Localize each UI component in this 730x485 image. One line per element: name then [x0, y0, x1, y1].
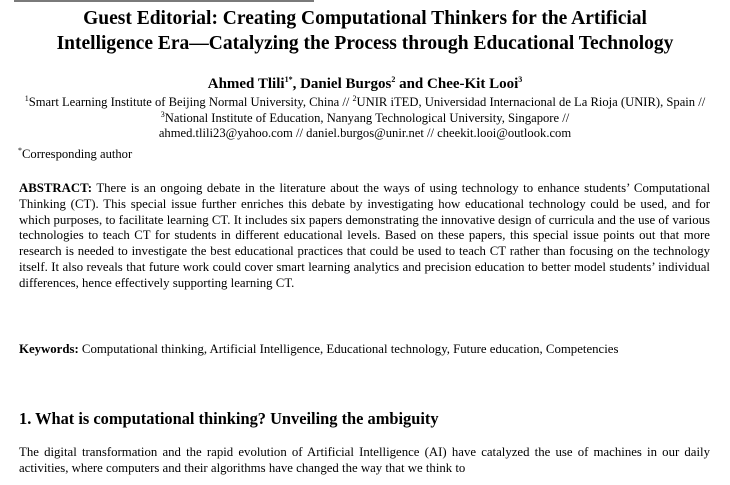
author-name: Daniel Burgos — [300, 76, 392, 92]
section-body-text: The digital transformation and the rapid evolution of Artificial Intelligence (AI) have catalyzed the use of machines in our daily activities, where computers and their algorithms have changed the way that we think to — [19, 445, 710, 475]
author-name: Ahmed Tlili — [207, 76, 285, 92]
title-line-1: Guest Editorial: Creating Computational Thinkers for the Artificial — [83, 8, 647, 29]
author-separator: and — [395, 76, 428, 92]
author-name: Chee-Kit Looi — [427, 76, 519, 92]
section-heading: 1. What is computational thinking? Unveiling the ambiguity — [19, 409, 439, 428]
corresponding-author-note — [18, 147, 132, 163]
affil-marker: 3 — [160, 109, 165, 119]
author-emails: ahmed.tlili23@yahoo.com // daniel.burgos@unir.net // cheekit.looi@outlook.com — [158, 126, 572, 141]
affiliation-text: National Institute of Education, Nanyang Technological University, Singapore // — [164, 110, 570, 125]
affil-marker: 1 — [24, 93, 29, 103]
affiliations — [14, 95, 716, 142]
corresponding-marker: * — [18, 145, 22, 155]
author-affil-marker: 1* — [284, 75, 293, 84]
affiliation-text: Smart Learning Institute of Beijing Normal University, China // — [28, 95, 353, 109]
keywords-text: Computational thinking, Artificial Intelligence, Educational technology, Future education, Competencies — [78, 342, 619, 356]
corresponding-text: Corresponding author — [22, 147, 133, 161]
page-top-rule — [14, 0, 314, 2]
keywords-label: Keywords: — [19, 342, 79, 356]
abstract-label: ABSTRACT: — [19, 181, 93, 195]
title-line-2: Intelligence Era—Catalyzing the Process through Educational Technology — [56, 33, 674, 54]
author-affil-marker: 3 — [518, 75, 523, 84]
paper-title — [0, 6, 730, 56]
keywords — [19, 342, 710, 358]
abstract — [19, 181, 710, 292]
author-affil-marker: 2 — [391, 75, 396, 84]
author-separator: , — [292, 76, 301, 92]
affil-marker: 2 — [352, 93, 357, 103]
affiliation-text: UNIR iTED, Universidad Internacional de La Rioja (UNIR), Spain // — [356, 95, 706, 109]
author-list — [0, 75, 730, 93]
abstract-text: There is an ongoing debate in the literature about the ways of using technology to enhance students’ Computational Thinking (CT). This special issue further enriches this debate by investigating how educational technology could be used, and for which purposes, to facilitate learning CT. It includes six papers demonstrating the innovative design of curricula and the use of various technologies to teach CT for students in different educational levels. Based on these papers, this special issue points out that more research is needed to investigate the best educational practices that could be used to teach CT rather than focusing on the technology itself. It also reveals that future work could cover smart learning analytics and precision education to better model students’ individual differences, hence effectively supporting learning CT. — [19, 181, 710, 290]
